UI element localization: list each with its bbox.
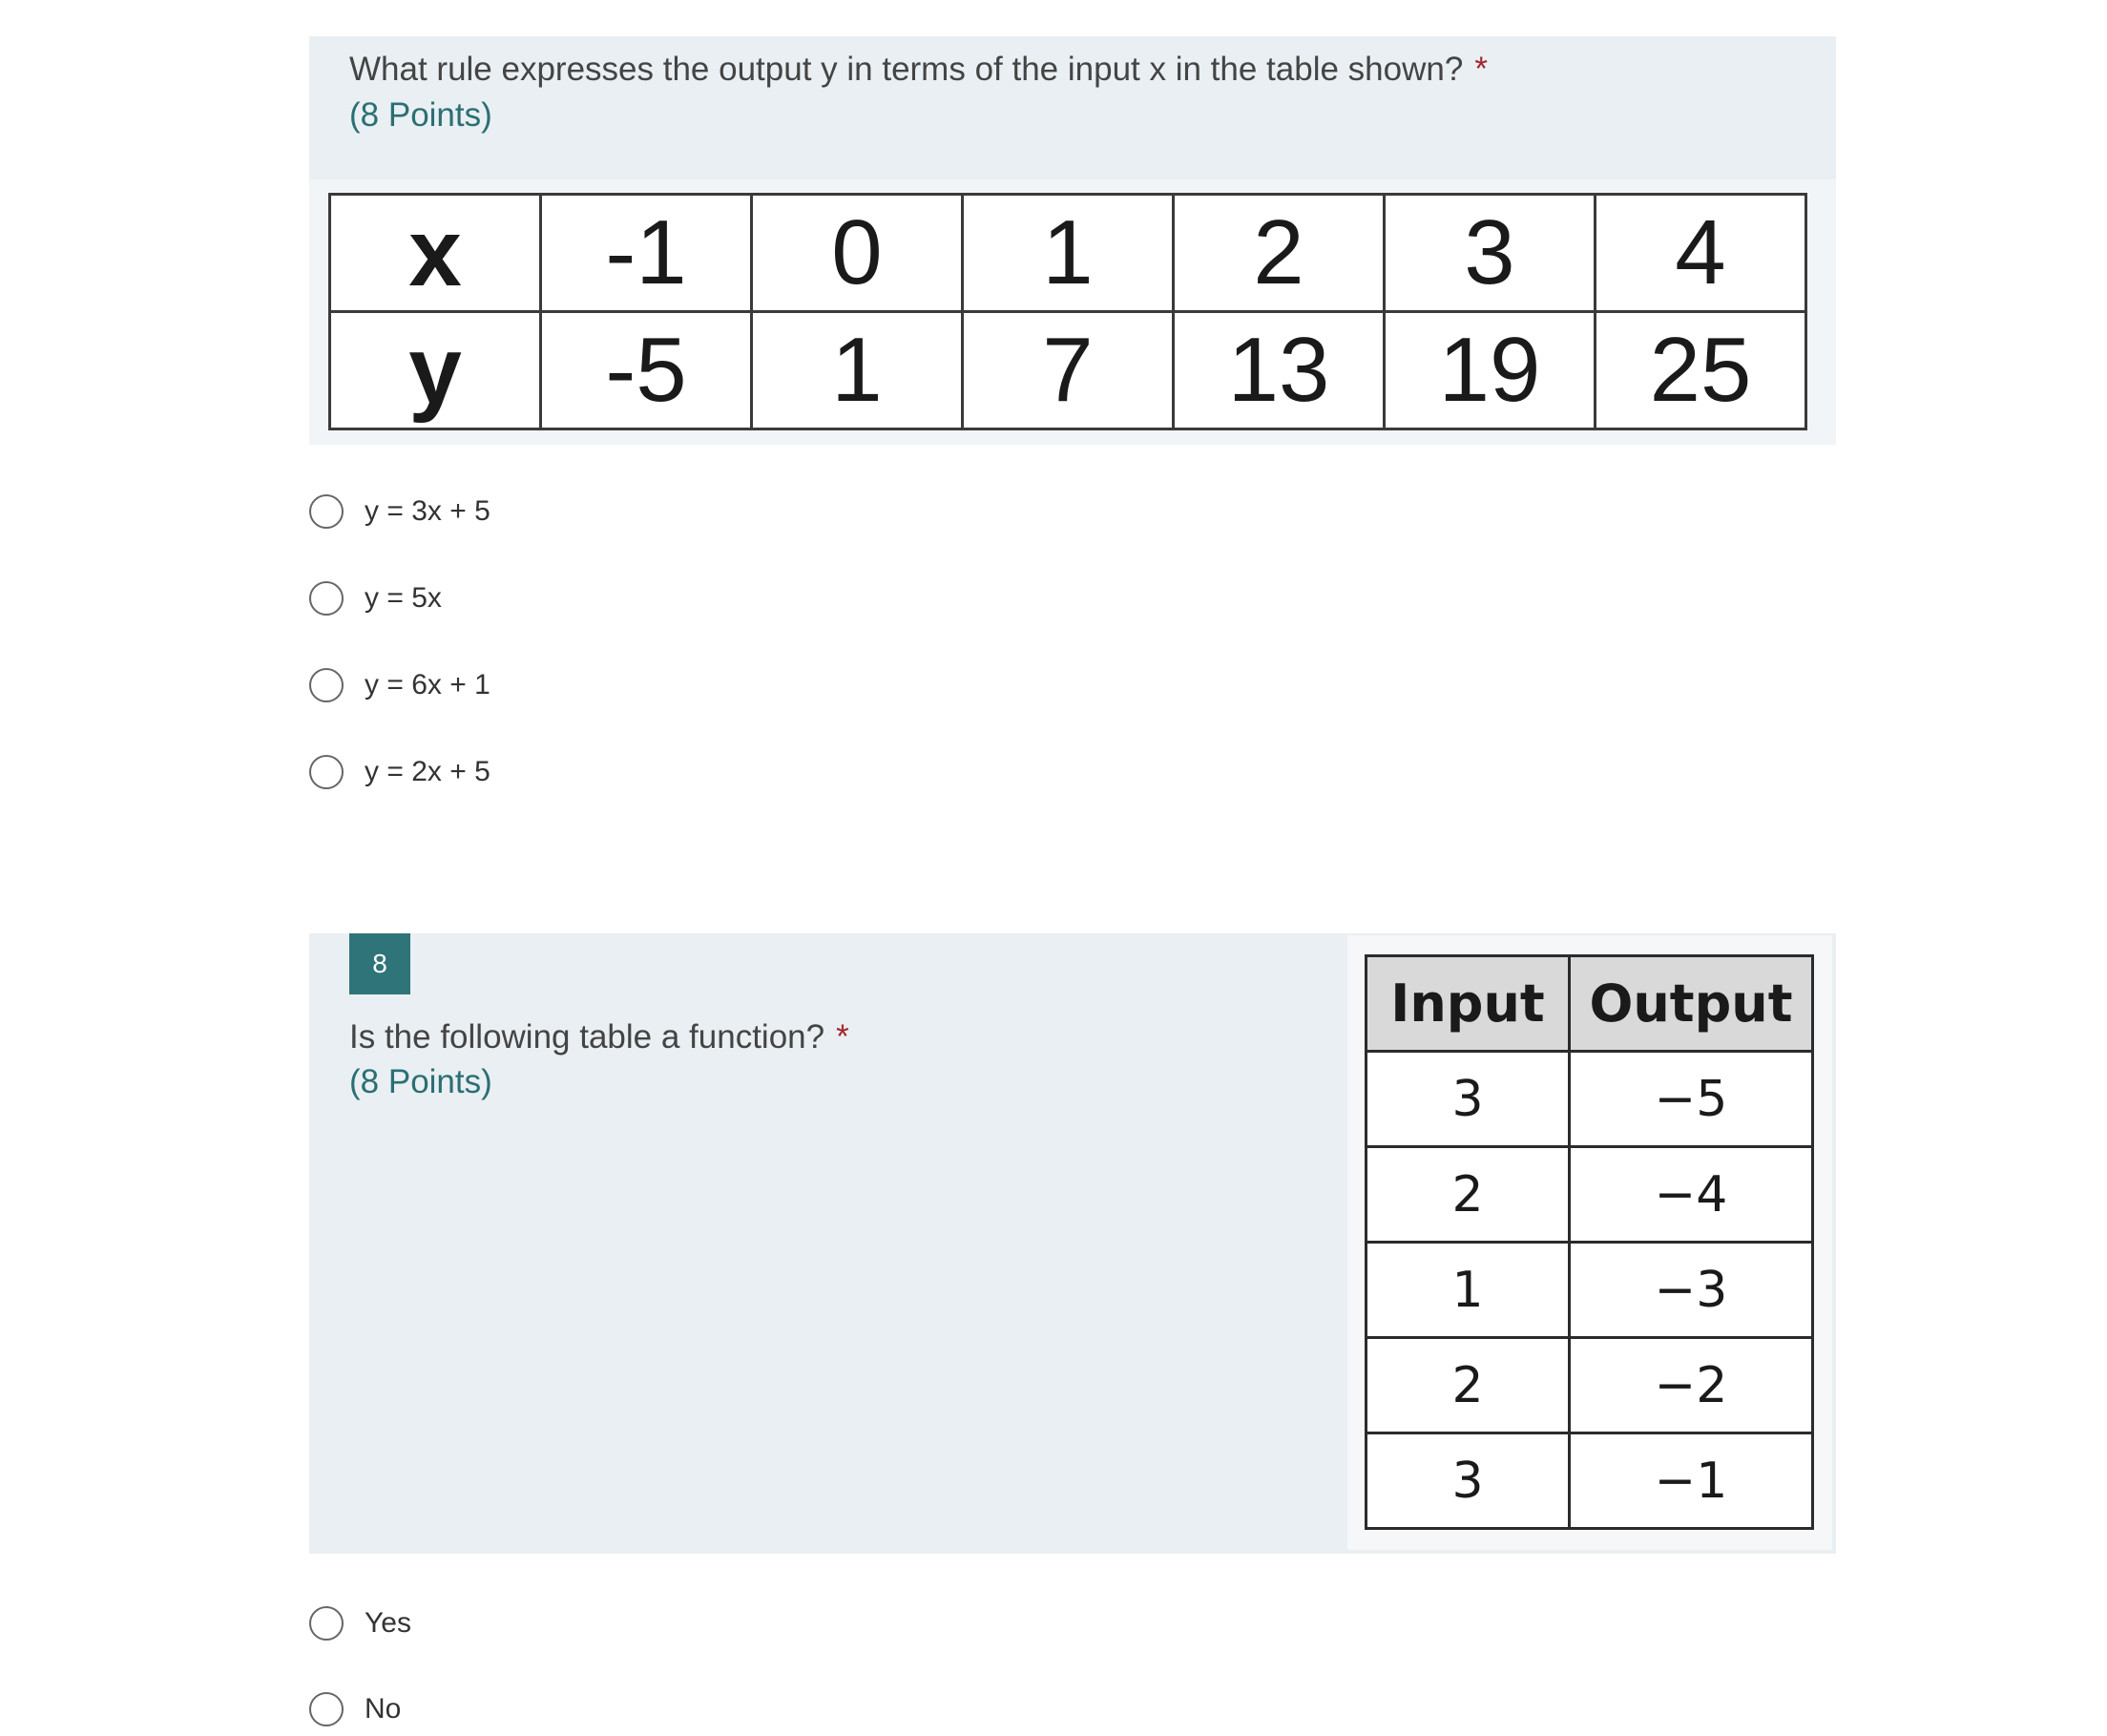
question-8-option-yes[interactable] (309, 1601, 411, 1645)
question-8-title (349, 1015, 849, 1059)
table-row (1366, 1433, 1813, 1529)
radio-button[interactable] (309, 668, 344, 702)
output-cell: −5 (1570, 1052, 1813, 1147)
question-7-option-1[interactable] (309, 490, 490, 533)
y-value-cell: 1 (752, 312, 963, 429)
y-value-cell: -5 (541, 312, 752, 429)
table-row (1366, 1243, 1813, 1338)
radio-button[interactable] (309, 1692, 344, 1726)
table-row (1366, 1052, 1813, 1147)
question-number-badge: 8 (349, 933, 410, 994)
y-value-cell: 19 (1385, 312, 1596, 429)
question-8-panel (309, 933, 1836, 1554)
radio-button[interactable] (309, 755, 344, 789)
xy-table (328, 193, 1807, 430)
x-value-cell: 0 (752, 195, 963, 312)
question-7-header (309, 36, 1836, 179)
option-label[interactable]: y = 5x (365, 582, 442, 614)
x-value-cell: 1 (963, 195, 1174, 312)
input-cell: 2 (1366, 1147, 1570, 1243)
radio-button[interactable] (309, 494, 344, 529)
output-cell: −1 (1570, 1433, 1813, 1529)
y-value-cell: 25 (1596, 312, 1806, 429)
input-output-table (1365, 954, 1814, 1530)
question-8-points: (8 Points) (349, 1063, 492, 1100)
question-7-option-2[interactable] (309, 576, 442, 620)
question-7-title-text: What rule expresses the output y in terms of the input x in the table shown? (349, 51, 1464, 88)
x-value-cell: 3 (1385, 195, 1596, 312)
radio-button[interactable] (309, 581, 344, 616)
table-header-row (1366, 956, 1813, 1052)
table-row (1366, 1147, 1813, 1243)
output-cell: −3 (1570, 1243, 1813, 1338)
option-label[interactable]: Yes (365, 1607, 411, 1639)
question-7-option-4[interactable] (309, 750, 490, 794)
input-cell: 3 (1366, 1433, 1570, 1529)
y-header-cell: y (330, 312, 541, 429)
question-8-option-no[interactable] (309, 1687, 401, 1731)
output-cell: −2 (1570, 1338, 1813, 1433)
question-7-option-3[interactable] (309, 663, 490, 707)
radio-button[interactable] (309, 1606, 344, 1641)
y-row (330, 312, 1806, 429)
x-value-cell: -1 (541, 195, 752, 312)
input-cell: 2 (1366, 1338, 1570, 1433)
output-header: Output (1570, 956, 1813, 1052)
y-value-cell: 13 (1174, 312, 1385, 429)
x-header-cell: x (330, 195, 541, 312)
question-7-points: (8 Points) (349, 96, 492, 134)
question-8-image (1347, 935, 1832, 1550)
input-cell: 1 (1366, 1243, 1570, 1338)
output-cell: −4 (1570, 1147, 1813, 1243)
y-value-cell: 7 (963, 312, 1174, 429)
question-7-title (349, 48, 1488, 92)
option-label[interactable]: y = 2x + 5 (365, 756, 490, 787)
question-7-image (309, 179, 1836, 445)
x-row (330, 195, 1806, 312)
x-value-cell: 4 (1596, 195, 1806, 312)
question-8-title-text: Is the following table a function? (349, 1018, 825, 1056)
input-cell: 3 (1366, 1052, 1570, 1147)
required-marker: * (1474, 51, 1488, 88)
x-value-cell: 2 (1174, 195, 1385, 312)
option-label[interactable]: y = 6x + 1 (365, 669, 490, 701)
required-marker: * (836, 1018, 849, 1056)
input-header: Input (1366, 956, 1570, 1052)
option-label[interactable]: y = 3x + 5 (365, 495, 490, 527)
table-row (1366, 1338, 1813, 1433)
option-label[interactable]: No (365, 1693, 402, 1725)
